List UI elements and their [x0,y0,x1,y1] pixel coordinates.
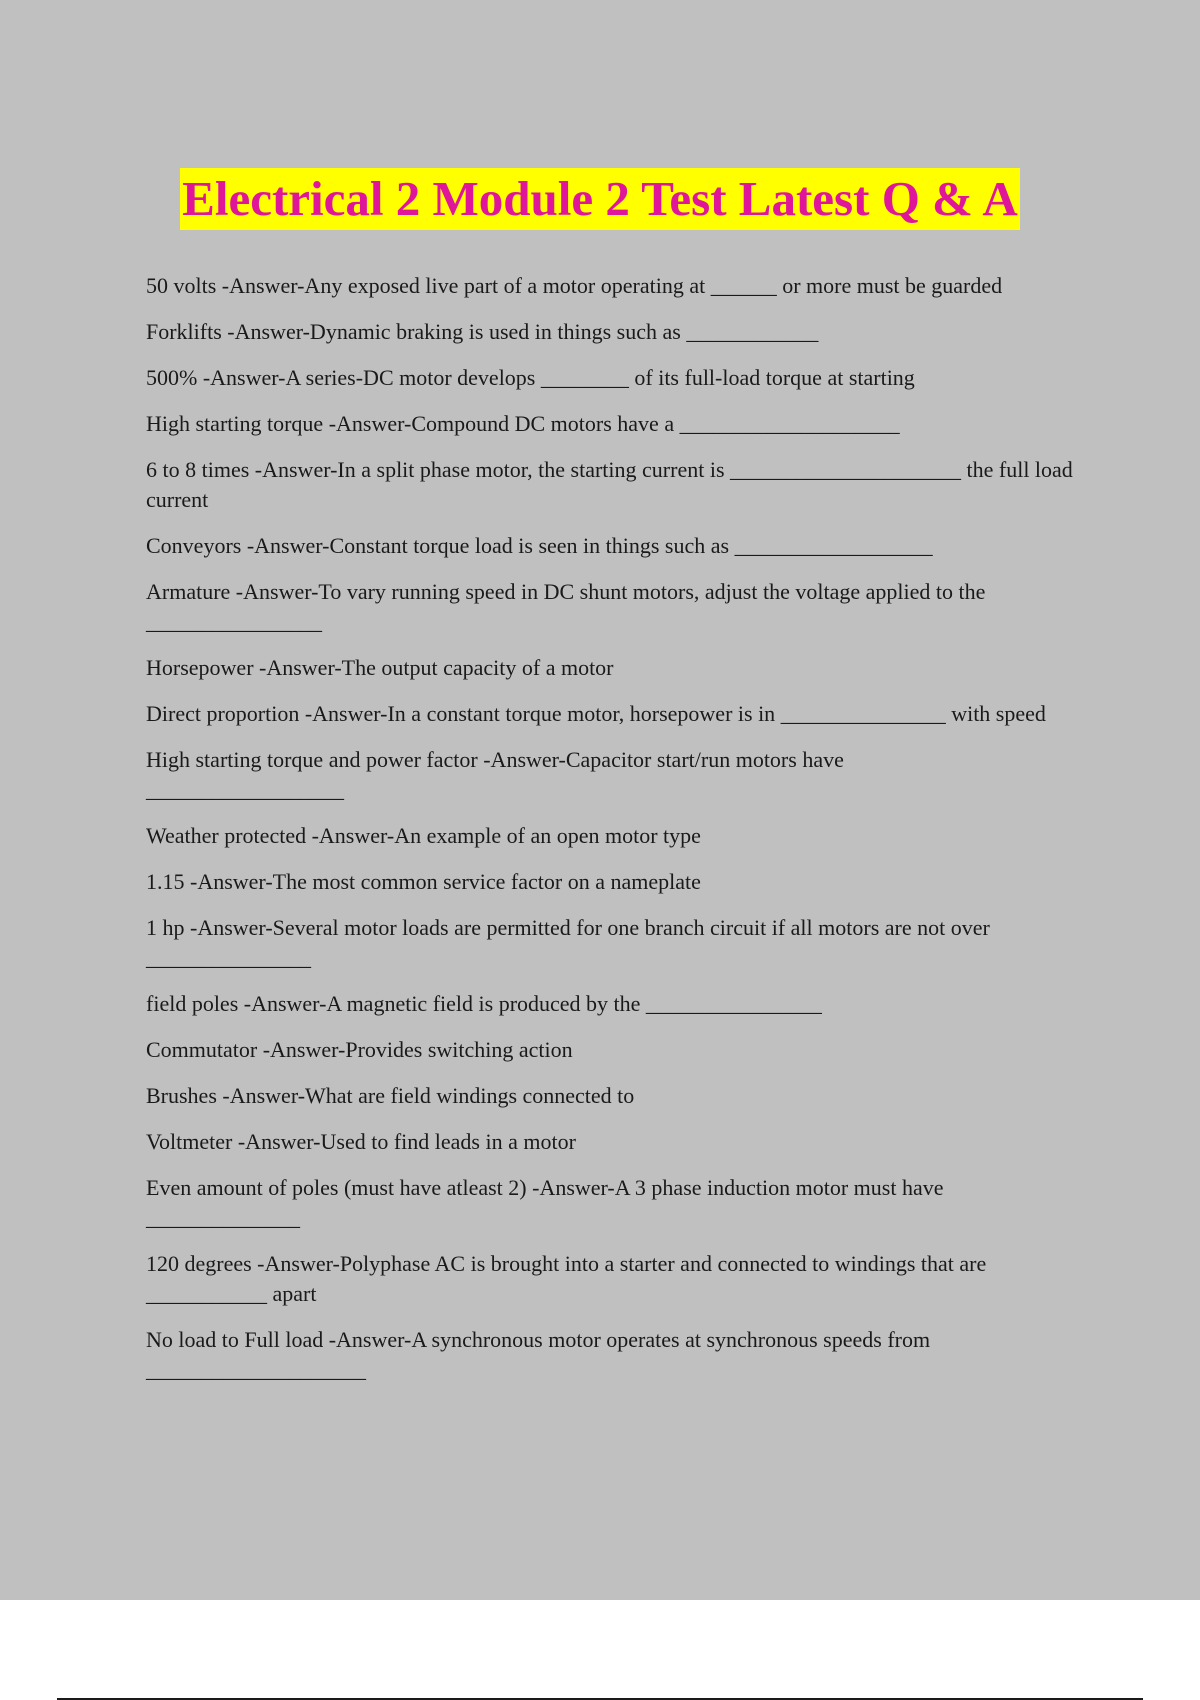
qa-item: 50 volts -Answer-Any exposed live part of a motor operating at ______ or more must be guarded [146,273,1003,298]
qa-item: 1 hp -Answer-Several motor loads are permitted for one branch circuit if all motors are not over _______________ [146,915,990,970]
qa-item: Armature -Answer-To vary running speed in DC shunt motors, adjust the voltage applied to the ________________ [146,579,986,634]
qa-item: Commutator -Answer-Provides switching action [146,1037,573,1062]
qa-item: Voltmeter -Answer-Used to find leads in a motor [146,1129,576,1154]
qa-item: High starting torque -Answer-Compound DC motors have a ____________________ [146,411,900,436]
qa-item: High starting torque and power factor -Answer-Capacitor start/run motors have __________________ [146,747,844,802]
qa-item: Even amount of poles (must have atleast 2) -Answer-A 3 phase induction motor must have ______________ [146,1175,944,1230]
qa-item: 6 to 8 times -Answer-In a split phase motor, the starting current is _____________________ the full load current [146,457,1073,512]
qa-item: field poles -Answer-A magnetic field is produced by the ________________ [146,991,822,1016]
qa-item: Forklifts -Answer-Dynamic braking is used in things such as ____________ [146,319,819,344]
qa-list [146,271,1096,1401]
qa-item: Conveyors -Answer-Constant torque load is seen in things such as __________________ [146,533,933,558]
qa-item: Direct proportion -Answer-In a constant torque motor, horsepower is in _______________ with speed [146,701,1046,726]
qa-item: Horsepower -Answer-The output capacity of a motor [146,655,614,680]
qa-item: No load to Full load -Answer-A synchronous motor operates at synchronous speeds from ____________________ [146,1327,931,1382]
qa-item: 500% -Answer-A series-DC motor develops ________ of its full-load torque at starting [146,365,915,390]
title-container [0,168,1200,230]
document-title: Electrical 2 Module 2 Test Latest Q & A [180,168,1020,230]
qa-item: 120 degrees -Answer-Polyphase AC is brought into a starter and connected to windings that are ___________ apart [146,1251,987,1306]
qa-item: Brushes -Answer-What are field windings connected to [146,1083,635,1108]
qa-item: 1.15 -Answer-The most common service factor on a nameplate [146,869,701,894]
qa-item: Weather protected -Answer-An example of an open motor type [146,823,701,848]
